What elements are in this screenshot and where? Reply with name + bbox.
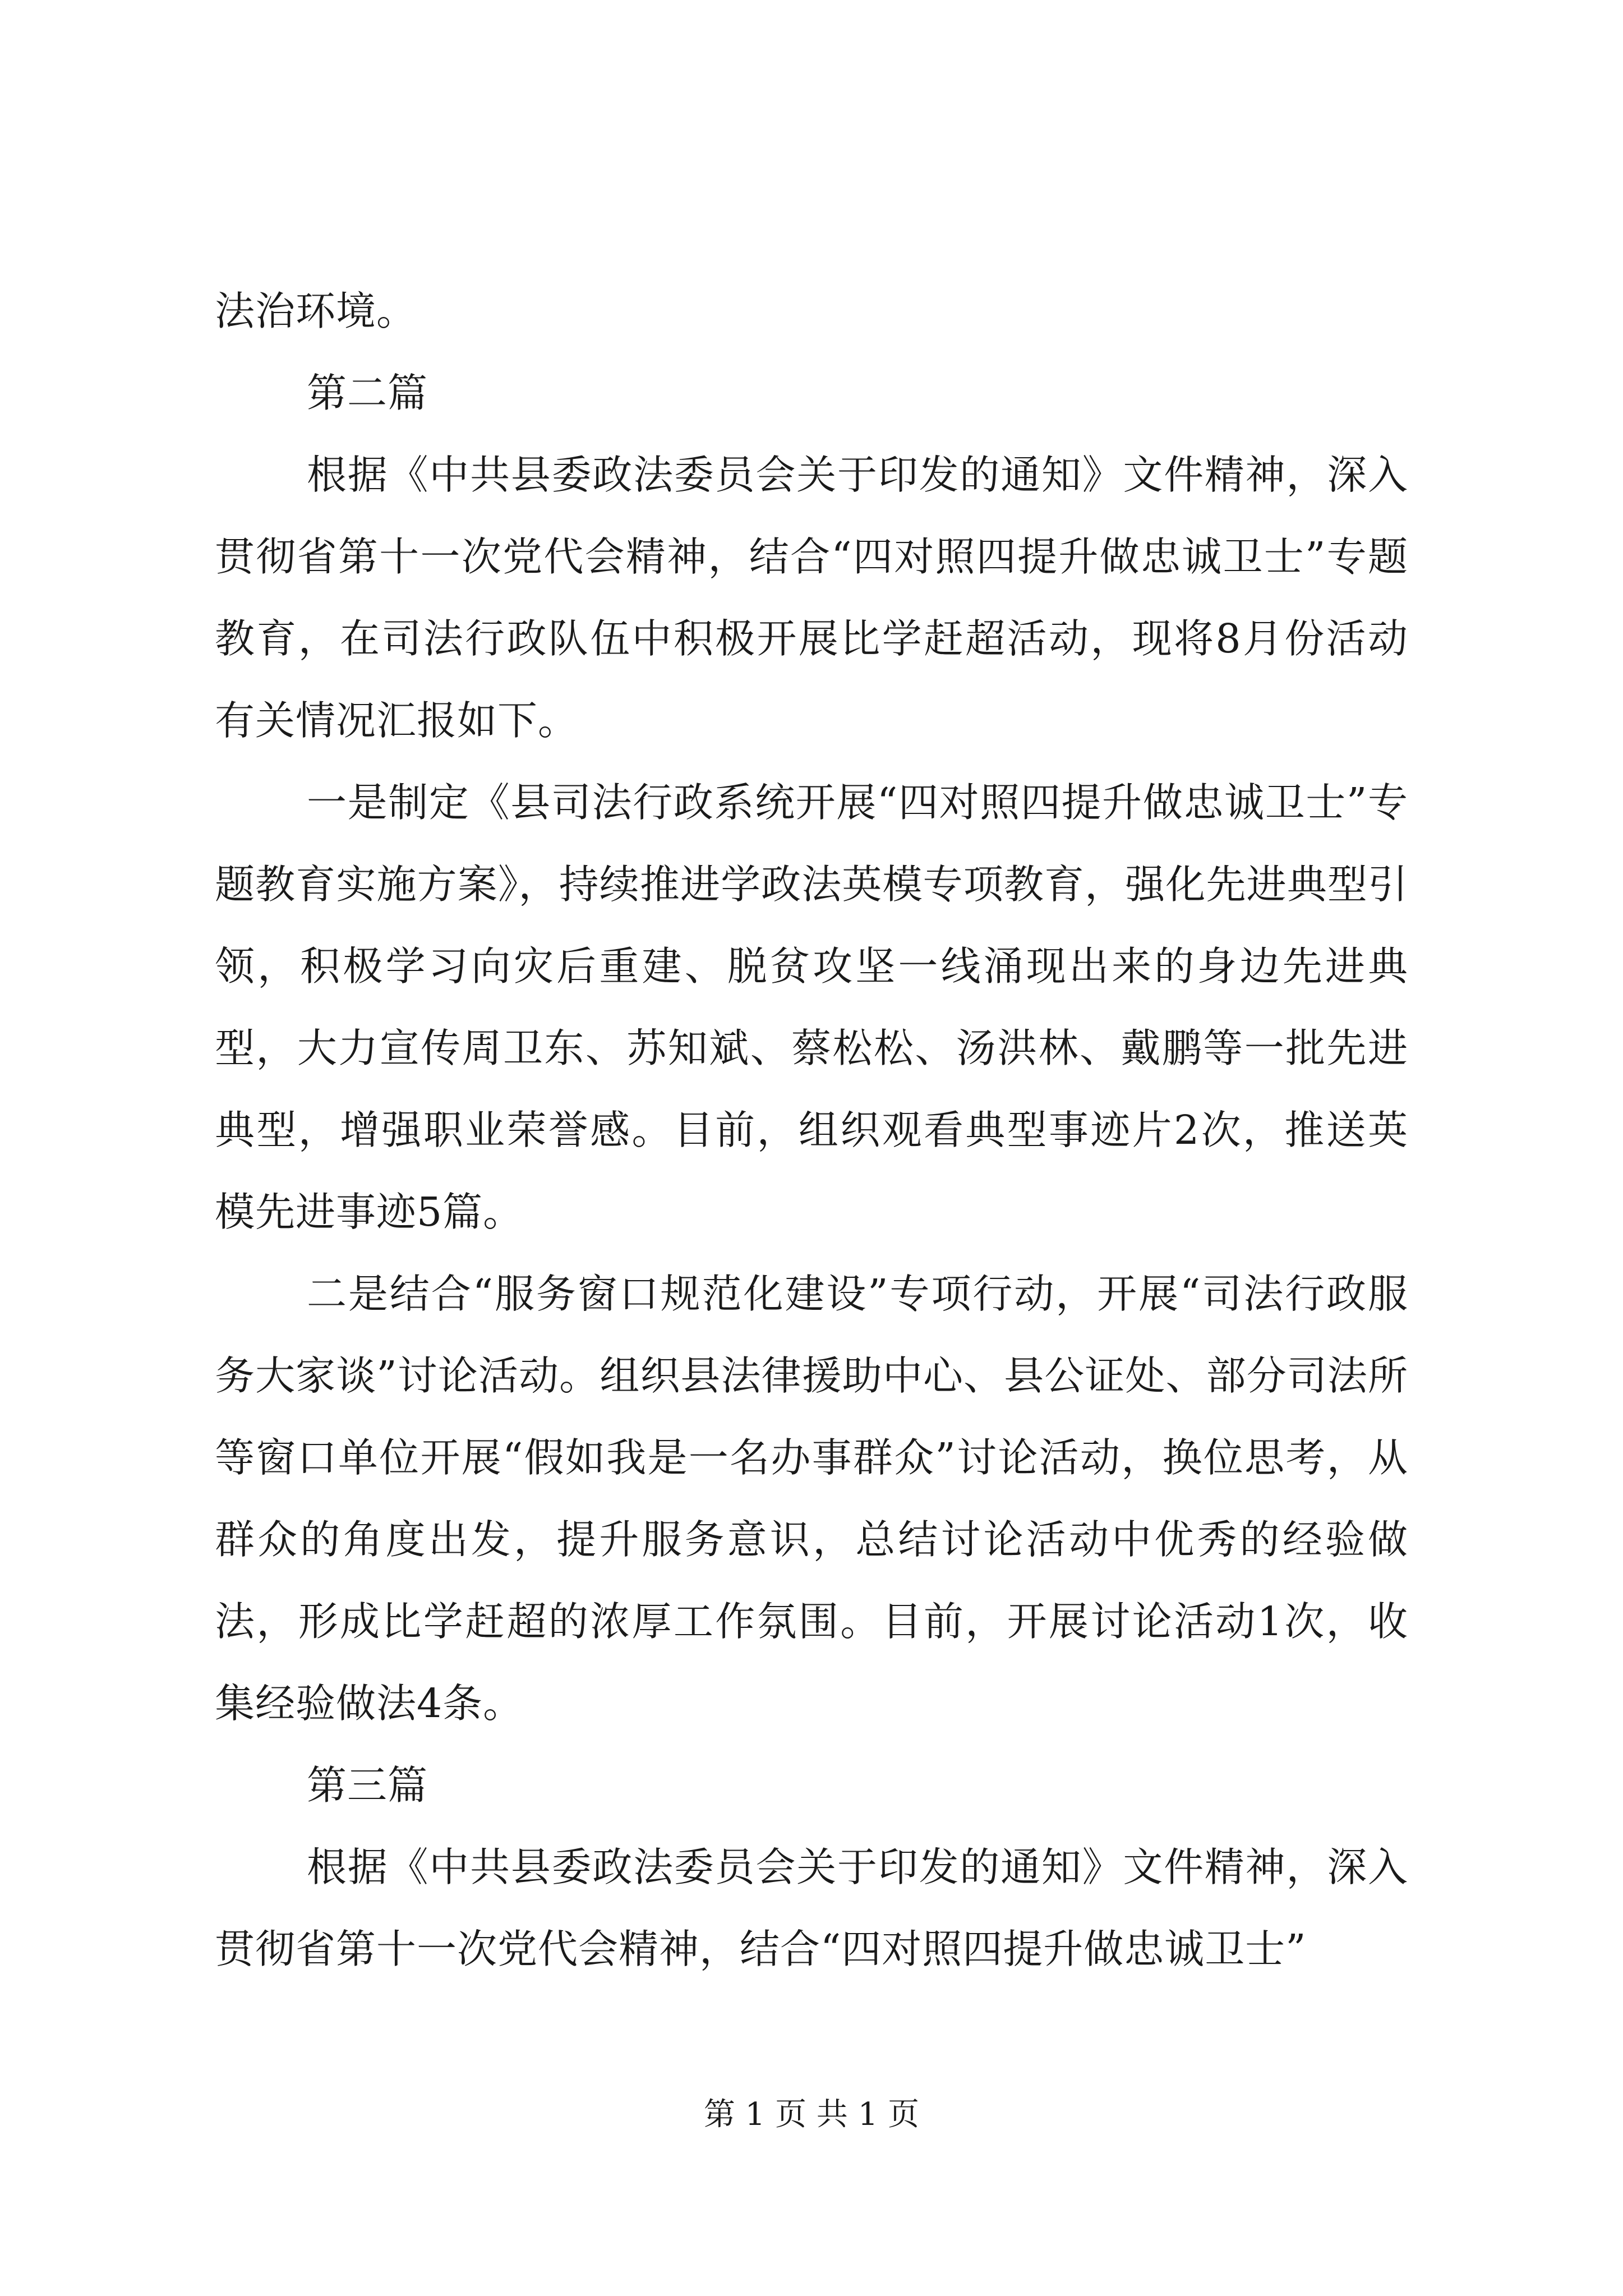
section-heading-2: 第二篇 (307, 370, 428, 416)
paragraph-item-2: 二是结合“服务窗口规范化建设”专项行动，开展“司法行政服务大家谈”讨论活动。组织县法律援助中心、县公证处、部分司法所等窗口单位开展“假如我是一名办事群众”讨论活动，换位思考，从群众的角度出发，提升服务意识，总结讨论活动中优秀的经验做法，形成比学赶超的浓厚工作氛围。目前，开展讨论活动1次，收集经验做法4条。 (215, 1271, 1408, 1727)
document-body (215, 270, 1408, 1990)
paragraph-item-1: 一是制定《县司法行政系统开展“四对照四提升做忠诚卫士”专题教育实施方案》，持续推进学政法英模专项教育，强化先进典型引领，积极学习向灾后重建、脱贫攻坚一线涌现出来的身边先进典型，大力宣传周卫东、苏知斌、蔡松松、汤洪林、戴鹏等一批先进典型，增强职业荣誉感。目前，组织观看典型事迹片2次，推送英模先进事迹5篇。 (215, 779, 1408, 1235)
section-heading-3: 第三篇 (307, 1762, 428, 1809)
page-footer: 第 1 页 共 1 页 (703, 2096, 920, 2133)
paragraph-continuation: 法治环境。 (215, 288, 417, 334)
paragraph-intro-2: 根据《中共县委政法委员会关于印发的通知》文件精神，深入贯彻省第十一次党代会精神，结合“四对照四提升做忠诚卫士”专题教育，在司法行政队伍中积极开展比学赶超活动，现将8月份活动有关情况汇报如下。 (215, 452, 1408, 744)
paragraph-intro-3: 根据《中共县委政法委员会关于印发的通知》文件精神，深入贯彻省第十一次党代会精神，结合“四对照四提升做忠诚卫士” (215, 1844, 1408, 1972)
